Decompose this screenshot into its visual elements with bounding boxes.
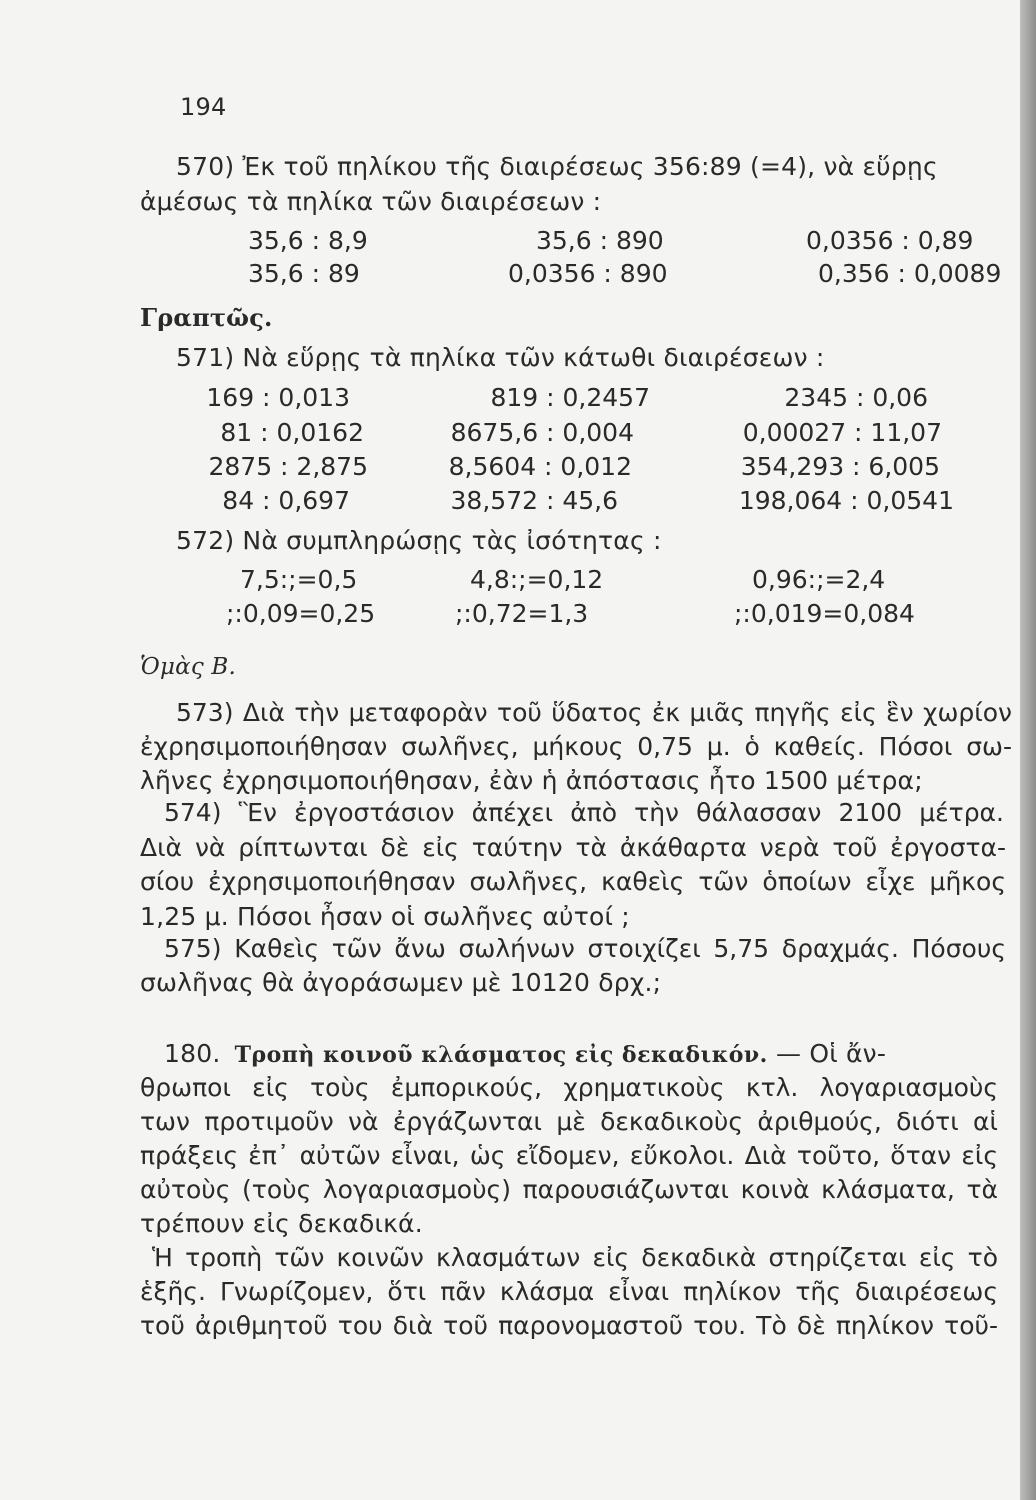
exercise-571-row-2 xyxy=(0,418,1020,448)
division-item: 0,0356 : 0,89 xyxy=(806,226,974,255)
section-180-para2-line-1: Ἡ τροπὴ τῶν κοινῶν κλασμάτων εἰς δεκαδικὰ στηρίζεται εἰς τὸ xyxy=(152,1243,998,1272)
section-180-heading-line xyxy=(164,1039,1014,1070)
section-180-line-6: τρέπουν εἰς δεκαδικά. xyxy=(140,1209,423,1238)
division-item: 8,5604 : 0,012 xyxy=(448,452,632,481)
division-item: 169 : 0,013 xyxy=(206,383,350,412)
division-item: 35,6 : 89 xyxy=(248,259,360,288)
exercise-573-line-1: 573) Διὰ τὴν μεταφορὰν τοῦ ὕδατος ἐκ μιᾶς πηγῆς εἰς ἓν χωρίον xyxy=(176,698,1012,727)
exercise-570-row-1 xyxy=(0,226,1020,256)
division-item: 38,572 : 45,6 xyxy=(450,486,618,515)
division-item: 81 : 0,0162 xyxy=(220,418,364,447)
group-b-heading: Ὁμὰς Β. xyxy=(140,654,237,680)
page-edge xyxy=(1020,0,1036,1500)
exercise-570-row-2 xyxy=(0,259,1020,289)
division-item: 8675,6 : 0,004 xyxy=(450,418,634,447)
division-item: 198,064 : 0,0541 xyxy=(738,486,954,515)
division-item: 35,6 : 8,9 xyxy=(248,226,368,255)
exercise-571-line-1: 571) Νὰ εὕρῃς τὰ πηλίκα τῶν κάτωθι διαιρέσεων : xyxy=(176,343,825,372)
division-item: 2345 : 0,06 xyxy=(784,383,928,412)
exercise-570-line-2: ἀμέσως τὰ πηλίκα τῶν διαιρέσεων : xyxy=(140,187,602,216)
division-item: 0,00027 : 11,07 xyxy=(742,418,942,447)
exercise-574-line-3: σίου ἐχρησιμοποιήθησαν σωλῆνες, καθεὶς τῶν ὁποίων εἶχε μῆκος xyxy=(140,867,1006,896)
exercise-571-row-1 xyxy=(0,383,1020,413)
division-item: 2875 : 2,875 xyxy=(208,452,368,481)
exercise-573-line-2: ἐχρησιμοποιήθησαν σωλῆνες, μήκους 0,75 μ. ὁ καθείς. Πόσοι σω- xyxy=(140,732,1012,761)
section-180-line-5: αὐτοὺς (τοὺς λογαριασμοὺς) παρουσιάζωνται κοινὰ κλάσματα, τὰ xyxy=(140,1175,998,1204)
equation-item: 4,8:;=0,12 xyxy=(470,565,604,594)
section-180-para2-line-2: ἑξῆς. Γνωρίζομεν, ὅτι πᾶν κλάσμα εἶναι πηλίκον τῆς διαιρέσεως xyxy=(140,1277,998,1306)
exercise-574-line-2: Διὰ νὰ ρίπτωνται δὲ εἰς ταύτην τὰ ἀκάθαρτα νερὰ τοῦ ἐργοστα- xyxy=(140,833,1006,862)
section-180-line-4: πράξεις ἐπ᾽ αὐτῶν εἶναι, ὡς εἴδομεν, εὔκολοι. Διὰ τοῦτο, ὅταν εἰς xyxy=(140,1141,998,1170)
section-number: 180. xyxy=(164,1039,221,1068)
section-title: Τροπὴ κοινοῦ κλάσματος εἰς δεκαδικόν. xyxy=(234,1042,768,1068)
division-item: 84 : 0,697 xyxy=(222,486,350,515)
exercise-574-line-4: 1,25 μ. Πόσοι ἦσαν οἱ σωλῆνες αὐτοί ; xyxy=(140,902,630,931)
equation-item: ;:0,09=0,25 xyxy=(226,599,376,628)
section-180-para2-line-3: τοῦ ἀριθμητοῦ του διὰ τοῦ παρονομαστοῦ του. Τὸ δὲ πηλίκον τοῦ- xyxy=(140,1311,998,1340)
exercise-572-row-1 xyxy=(0,565,1020,595)
exercise-571-row-3 xyxy=(0,452,1020,482)
section-180-line-3: των προτιμοῦν νὰ ἐργάζωνται μὲ δεκαδικοὺς ἀριθμούς, διότι αἱ xyxy=(140,1107,998,1136)
exercise-572-line-1: 572) Νὰ συμπληρώσῃς τὰς ἰσότητας : xyxy=(176,526,662,555)
division-item: 35,6 : 890 xyxy=(536,226,664,255)
exercise-572-row-2 xyxy=(0,599,1020,629)
equation-item: ;:0,72=1,3 xyxy=(455,599,589,628)
page-number: 194 xyxy=(180,93,227,121)
division-item: 819 : 0,2457 xyxy=(490,383,650,412)
section-180-line-2: θρωποι εἰς τοὺς ἐμπορικούς, χρηματικοὺς κτλ. λογαριασμοὺς xyxy=(140,1073,998,1102)
equation-item: ;:0,019=0,084 xyxy=(734,599,915,628)
heading-written: Γραπτῶς. xyxy=(140,303,273,332)
division-item: 354,293 : 6,005 xyxy=(740,452,940,481)
exercise-575-line-2: σωλῆνας θὰ ἀγοράσωμεν μὲ 10120 δρχ.; xyxy=(140,968,662,997)
exercise-575-line-1: 575) Καθεὶς τῶν ἄνω σωλήνων στοιχίζει 5,75 δραχμάς. Πόσους xyxy=(164,934,1006,963)
division-item: 0,0356 : 890 xyxy=(508,259,668,288)
exercise-574-line-1: 574) Ἓν ἐργοστάσιον ἀπέχει ἀπὸ τὴν θάλασσαν 2100 μέτρα. xyxy=(164,798,1004,827)
section-180-line-1-rest: — Οἱ ἄν- xyxy=(775,1039,887,1068)
exercise-570-line-1: 570) Ἐκ τοῦ πηλίκου τῆς διαιρέσεως 356:89 (=4), νὰ εὕρῃς xyxy=(176,152,938,181)
equation-item: 0,96:;=2,4 xyxy=(752,565,886,594)
exercise-573-line-3: λῆνες ἐχρησιμοποιήθησαν, ἐὰν ἡ ἀπόστασις ἦτο 1500 μέτρα; xyxy=(140,766,923,795)
division-item: 0,356 : 0,0089 xyxy=(818,259,1002,288)
equation-item: 7,5:;=0,5 xyxy=(240,565,358,594)
exercise-571-row-4 xyxy=(0,486,1020,516)
